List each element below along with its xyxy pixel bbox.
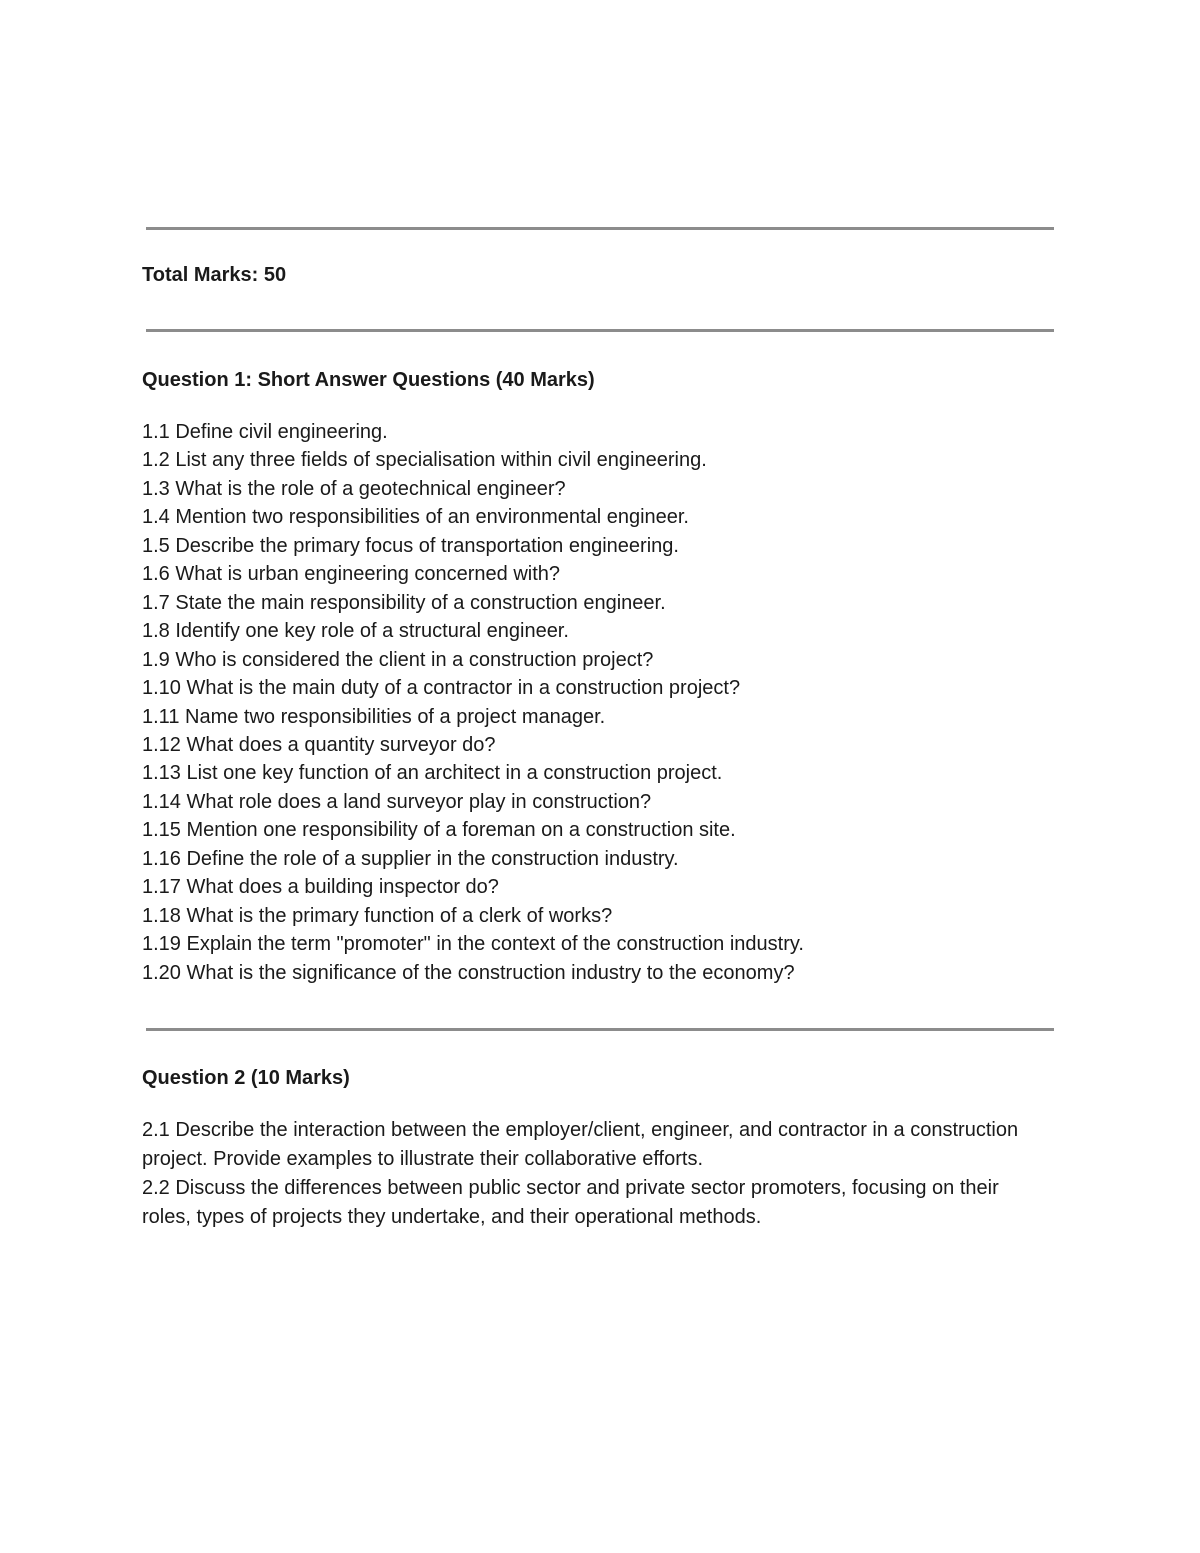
question-1-list xyxy=(142,418,804,987)
question-1-title: Question 1: Short Answer Questions (40 Marks) xyxy=(142,369,595,391)
question-1-item: 1.14 What role does a land surveyor play in construction? xyxy=(142,790,652,813)
divider-after-total-marks xyxy=(146,329,1054,332)
question-1-item: 1.20 What is the significance of the construction industry to the economy? xyxy=(142,961,795,984)
question-1-item: 1.17 What does a building inspector do? xyxy=(142,876,499,899)
question-1-item: 1.7 State the main responsibility of a construction engineer. xyxy=(142,591,666,614)
total-marks: Total Marks: 50 xyxy=(142,264,287,286)
question-1-item: 1.5 Describe the primary focus of transportation engineering. xyxy=(142,534,679,557)
question-1-item: 1.12 What does a quantity surveyor do? xyxy=(142,733,496,756)
question-1-item: 1.10 What is the main duty of a contractor in a construction project? xyxy=(142,677,741,700)
question-1-item: 1.11 Name two responsibilities of a project manager. xyxy=(142,705,606,728)
divider-after-question-1 xyxy=(146,1028,1054,1031)
question-2-list xyxy=(142,1116,1042,1232)
question-1-item: 1.19 Explain the term "promoter" in the context of the construction industry. xyxy=(142,933,804,956)
question-1-item: 1.2 List any three fields of specialisation within civil engineering. xyxy=(142,449,707,472)
question-1-item: 1.18 What is the primary function of a clerk of works? xyxy=(142,904,613,927)
question-1-item: 1.3 What is the role of a geotechnical engineer? xyxy=(142,477,566,500)
question-2-item: 2.2 Discuss the differences between public sector and private sector promoters, focusing on their roles, types of projects they undertake, and their operational methods. xyxy=(142,1177,999,1228)
question-2-item: 2.1 Describe the interaction between the employer/client, engineer, and contractor in a construction project. Provide examples to illustrate their collaborative efforts. xyxy=(142,1119,1019,1170)
question-1-item: 1.6 What is urban engineering concerned with? xyxy=(142,563,561,586)
divider-top xyxy=(146,227,1054,230)
question-1-item: 1.4 Mention two responsibilities of an environmental engineer. xyxy=(142,506,689,529)
question-1-item: 1.16 Define the role of a supplier in the construction industry. xyxy=(142,847,679,870)
question-1-item: 1.1 Define civil engineering. xyxy=(142,421,388,443)
question-1-item: 1.8 Identify one key role of a structural engineer. xyxy=(142,620,569,643)
question-1-item: 1.9 Who is considered the client in a construction project? xyxy=(142,648,654,671)
question-1-item: 1.15 Mention one responsibility of a foreman on a construction site. xyxy=(142,819,736,842)
question-2-title: Question 2 (10 Marks) xyxy=(142,1067,350,1089)
question-1-item: 1.13 List one key function of an architect in a construction project. xyxy=(142,762,723,785)
